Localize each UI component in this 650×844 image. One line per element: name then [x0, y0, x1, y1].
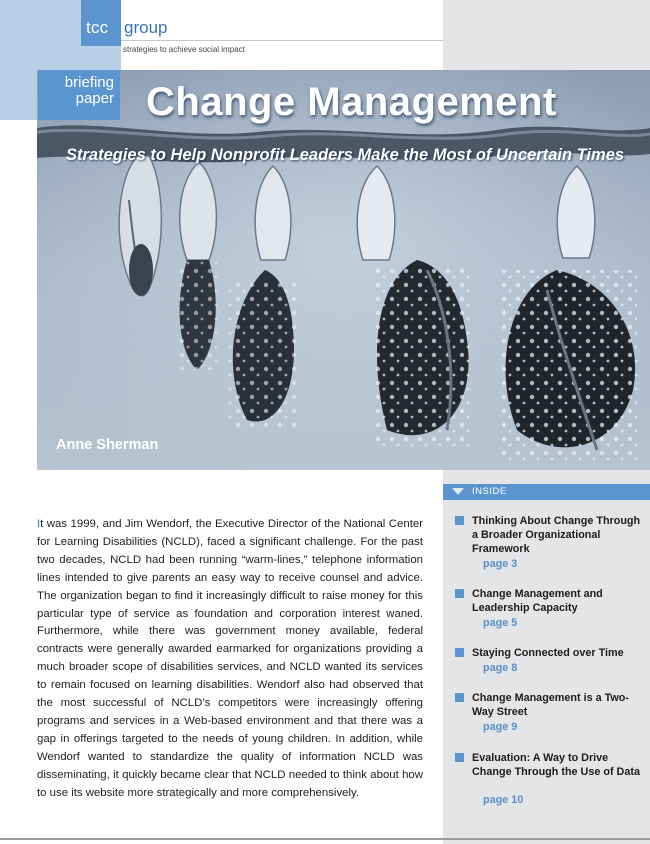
square-bullet-icon — [455, 516, 464, 525]
toc-page: page 10 — [483, 794, 524, 806]
cocoon-2 — [177, 162, 219, 370]
square-bullet-icon — [455, 753, 464, 762]
body-text: t was 1999, and Jim Wendorf, the Executive Director of the National Center for Learning Disabilities (NCLD), faced a significant challenge. For the past two decades, NCLD had been running “warm-lines,” telephone information lines intended to give parents an easy way to receive counsel and advice. The organization began to find it increasingly difficult to raise money for this particular type of service as foundation and corporation interest waned. Furthermore, while there was government money available, federal contracts were generally awarded earmarked for organizations providing a much broader scope of disabilities services, and NCLD wanted its services to remain focused on learning disabilities. Wendorf also had observed that the most successful of NCLD’s competitors were increasingly offering programs and services in a Web-based environment and that there was a gap in offerings targeted to the needs of young children. In addition, while Wendorf wanted to standardize the quality of information NCLD was disseminating, it quickly became clear that NCLD needed to think about how to use its website more strategically and more comprehensively. — [37, 518, 423, 799]
square-bullet-icon — [455, 589, 464, 598]
logo-tcc: tcc — [86, 18, 109, 37]
body-paragraph — [37, 516, 423, 803]
tagline: strategies to achieve social impact — [123, 45, 245, 54]
square-bullet-icon — [455, 648, 464, 657]
briefing-word: briefing — [64, 74, 114, 91]
toc-page: page 9 — [483, 721, 518, 733]
logo-group: group — [124, 18, 168, 37]
author-name: Anne Sherman — [56, 437, 159, 453]
paper-word: paper — [75, 90, 114, 107]
toc-page: page 5 — [483, 617, 518, 629]
tagline-divider — [121, 40, 443, 41]
toc-title: Thinking About Change Through a Broader Organizational Framework — [472, 515, 641, 555]
toc-title: Change Management and Leadership Capacity — [472, 588, 603, 614]
bottom-divider — [0, 838, 650, 840]
briefing-paper-label — [38, 75, 114, 107]
page-subtitle: Strategies to Help Nonprofit Leaders Make the Most of Uncertain Times — [66, 146, 625, 164]
hero-image — [37, 70, 650, 470]
toc-title: Staying Connected over Time — [472, 647, 624, 659]
drop-initial: I — [37, 518, 41, 530]
logo-strip-extension — [81, 46, 121, 70]
inside-label: INSIDE — [472, 486, 507, 497]
page-title: Change Management — [146, 80, 557, 124]
chevron-down-icon — [452, 488, 464, 495]
toc-title: Change Management is a Two-Way Street — [472, 692, 629, 718]
toc-title: Evaluation: A Way to Drive Change Through the Use of Data — [472, 752, 640, 778]
square-bullet-icon — [455, 693, 464, 702]
toc-page: page 8 — [483, 662, 518, 674]
toc-page: page 3 — [483, 558, 518, 570]
butterfly-illustration — [37, 70, 650, 470]
